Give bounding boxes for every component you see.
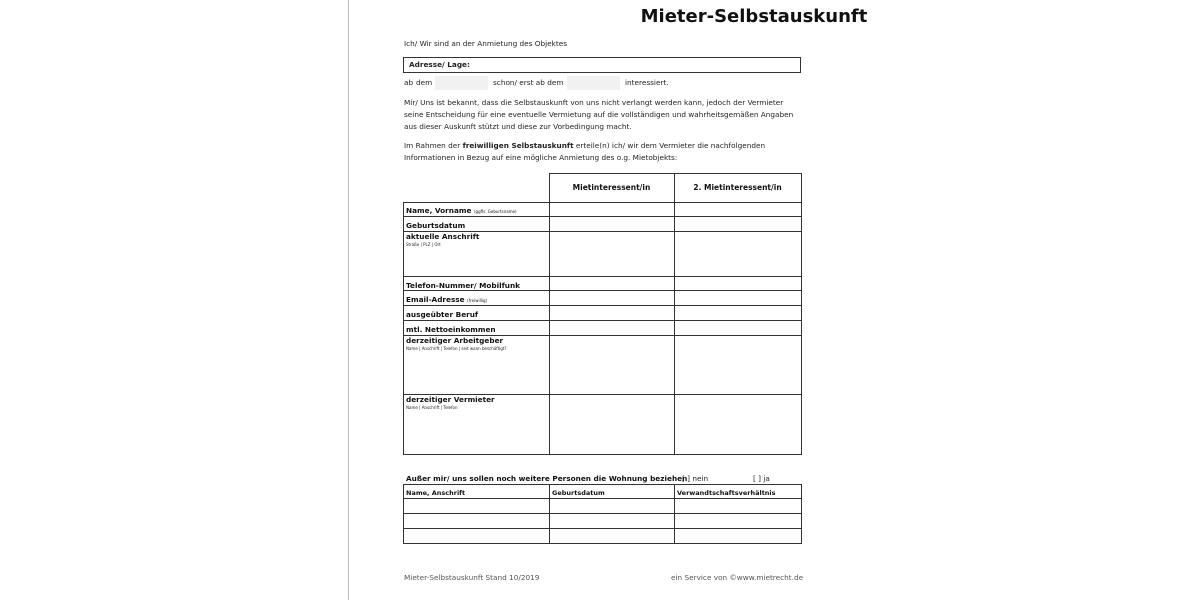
checkbox-yes[interactable]: [ ] ja [753, 474, 770, 483]
info-table [403, 173, 801, 454]
row-label-name-text: Name, Vorname [406, 206, 472, 215]
date-ab: ab [404, 78, 414, 87]
table-line [549, 484, 550, 543]
table-line [403, 543, 801, 544]
row-label-email-text: Email-Adresse [406, 295, 465, 304]
document-page [349, 0, 1200, 600]
row-label-job: ausgeübter Beruf [406, 310, 479, 319]
column-header-tenant-1: Mietinteressent/in [572, 183, 651, 192]
date-middle-text: schon/ erst ab dem [493, 78, 564, 87]
second-date-field[interactable] [567, 76, 620, 90]
persons-col-relation: Verwandtschaftsverhältnis [677, 489, 776, 497]
persons-col-name: Name, Anschrift [406, 489, 466, 497]
address-field[interactable] [403, 57, 801, 73]
cell-name-tenant-2[interactable] [675, 203, 801, 216]
table-line [549, 173, 801, 174]
row-label-landlord: derzeitiger Vermieter [406, 395, 495, 404]
paragraph-2-pre: Im Rahmen der [404, 141, 463, 150]
table-line [403, 276, 801, 277]
table-line [403, 305, 801, 306]
table-line [403, 484, 404, 543]
paragraph-2 [404, 140, 801, 164]
from-date-field[interactable] [435, 76, 488, 90]
row-label-name [406, 206, 517, 215]
persons-table [403, 484, 801, 543]
table-line [403, 202, 404, 454]
footer-left: Mieter-Selbstauskunft Stand 10/2019 [404, 573, 540, 582]
paragraph-2-post: erteile(n) ich/ wir dem Vermieter die nachfolgenden Informationen in Bezug auf eine mögliche Anmietung des o.g. Mietobjekts: [404, 141, 766, 162]
date-dem: dem [416, 78, 433, 87]
table-line [403, 498, 801, 499]
persons-question: Außer mir/ uns sollen noch weitere Personen die Wohnung beziehen [406, 474, 688, 483]
table-line [403, 320, 801, 321]
table-line [403, 528, 801, 529]
cell-name-tenant-1[interactable] [550, 203, 674, 216]
row-label-phone: Telefon-Nummer/ Mobilfunk [406, 281, 520, 290]
row-label-birth: Geburtsdatum [406, 221, 466, 230]
table-line [403, 484, 801, 485]
row-label-address: aktuelle Anschrift [406, 232, 480, 241]
row-note-address: Straße | PLZ | Ort [406, 242, 441, 247]
table-line [403, 513, 801, 514]
persons-col-birth: Geburtsdatum [552, 489, 605, 497]
row-note-email: (freiwillig) [467, 298, 488, 303]
table-line [801, 484, 802, 544]
footer-right[interactable]: ein Service von ©www.mietrecht.de [671, 573, 804, 582]
table-line [403, 454, 801, 455]
paragraph-2-bold: freiwilligen Selbstauskunft [462, 141, 574, 150]
table-line [801, 173, 802, 455]
row-note-employer: Name | Anschrift | Telefon | seit wann beschäftigt? [406, 346, 507, 351]
table-line [403, 290, 801, 291]
row-note-name: (ggfls. Geburtsname) [473, 209, 517, 214]
row-label-income: mtl. Nettoeinkommen [406, 325, 496, 334]
table-line [403, 216, 801, 217]
table-line [674, 484, 675, 543]
intro-text: Ich/ Wir sind an der Anmietung des Objektes [404, 39, 568, 48]
address-label: Adresse/ Lage: [409, 60, 470, 69]
row-label-employer: derzeitiger Arbeitgeber [406, 336, 504, 345]
row-note-landlord: Name | Anschrift | Telefon [406, 405, 458, 410]
column-header-tenant-2: 2. Mietinteressent/in [693, 183, 782, 192]
date-end-text: interessiert. [625, 78, 669, 87]
row-label-email [406, 295, 487, 304]
document-title: Mieter-Selbstauskunft [640, 6, 868, 27]
paragraph-1: Mir/ Uns ist bekannt, dass die Selbstauskunft von uns nicht verlangt werden kann, jedoch der Vermieter seine Entscheidung für eine eventuelle Vermietung auf die vollständigen und wahrheitsgemäßen Angaben aus dieser Auskunft stützt und diese zur Vorbedingung macht. [404, 98, 794, 131]
checkbox-no[interactable]: [ ] nein [682, 474, 709, 483]
